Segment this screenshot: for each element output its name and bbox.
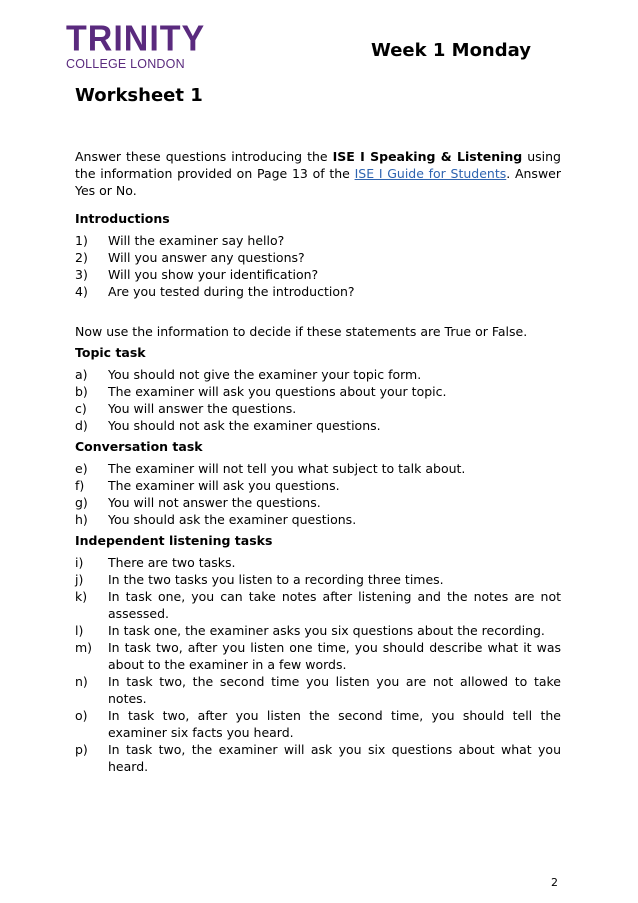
list-item	[75, 232, 561, 249]
topic-heading: Topic task	[75, 345, 146, 360]
list-item	[75, 366, 561, 383]
item-text: You will not answer the questions.	[108, 495, 321, 510]
list-item	[75, 494, 561, 511]
listening-list	[75, 554, 561, 775]
intro-paragraph	[75, 148, 561, 199]
intro-text-3: . Answer Yes or No.	[75, 166, 561, 198]
item-label: f)	[75, 478, 85, 493]
item-label: 1)	[75, 233, 88, 248]
item-text: The examiner will ask you questions about your topic.	[108, 384, 447, 399]
intro-text-2: using the information provided on Page 13 of the	[75, 149, 561, 181]
list-item	[75, 554, 561, 571]
item-text: In task one, the examiner asks you six questions about the recording.	[108, 623, 545, 638]
item-label: 3)	[75, 267, 88, 282]
page-number: 2	[551, 876, 558, 889]
list-item	[75, 266, 561, 283]
item-label: n)	[75, 674, 88, 689]
item-text: In task two, the second time you listen you are not allowed to take notes.	[108, 674, 561, 706]
intro-text-1: Answer these questions introducing the	[75, 149, 333, 164]
list-item	[75, 673, 561, 707]
list-item	[75, 639, 561, 673]
item-label: g)	[75, 495, 88, 510]
introductions-heading: Introductions	[75, 211, 170, 226]
item-label: 4)	[75, 284, 88, 299]
item-text: The examiner will not tell you what subject to talk about.	[108, 461, 466, 476]
list-item	[75, 741, 561, 775]
list-item	[75, 571, 561, 588]
list-item	[75, 283, 561, 300]
item-text: Will the examiner say hello?	[108, 233, 285, 248]
item-text: There are two tasks.	[108, 555, 236, 570]
item-text: In task one, you can take notes after listening and the notes are not assessed.	[108, 589, 561, 621]
topic-list	[75, 366, 561, 434]
worksheet-title: Worksheet 1	[75, 85, 203, 106]
week-heading: Week 1 Monday	[371, 40, 531, 61]
item-text: You will answer the questions.	[108, 401, 297, 416]
list-item	[75, 622, 561, 639]
list-item	[75, 383, 561, 400]
conversation-list	[75, 460, 561, 528]
item-text: You should ask the examiner questions.	[108, 512, 357, 527]
list-item	[75, 400, 561, 417]
item-label: p)	[75, 742, 88, 757]
list-item	[75, 417, 561, 434]
logo-subtitle: COLLEGE LONDON	[66, 57, 185, 71]
item-label: j)	[75, 572, 84, 587]
item-label: e)	[75, 461, 88, 476]
item-label: d)	[75, 418, 88, 433]
item-label: l)	[75, 623, 84, 638]
guide-link[interactable]: ISE I Guide for Students	[354, 166, 507, 181]
item-label: 2)	[75, 250, 88, 265]
item-text: In task two, after you listen one time, you should describe what it was about to the examiner in a few words.	[108, 640, 561, 672]
item-label: b)	[75, 384, 88, 399]
item-text: Will you show your identification?	[108, 267, 319, 282]
worksheet-body	[75, 148, 561, 775]
item-text: Are you tested during the introduction?	[108, 284, 355, 299]
listening-heading: Independent listening tasks	[75, 533, 273, 548]
introductions-list	[75, 232, 561, 300]
trinity-logo	[66, 19, 206, 71]
item-label: h)	[75, 512, 88, 527]
intro-bold: ISE I Speaking & Listening	[332, 149, 523, 164]
list-item	[75, 477, 561, 494]
logo-wordmark: TRINITY	[66, 19, 206, 59]
list-item	[75, 511, 561, 528]
list-item	[75, 707, 561, 741]
item-label: a)	[75, 367, 88, 382]
item-text: The examiner will ask you questions.	[108, 478, 340, 493]
item-text: You should not ask the examiner questions.	[108, 418, 381, 433]
item-text: You should not give the examiner your topic form.	[108, 367, 422, 382]
conversation-heading: Conversation task	[75, 439, 203, 454]
item-label: k)	[75, 589, 88, 604]
item-label: m)	[75, 640, 93, 655]
item-text: In task two, the examiner will ask you six questions about what you heard.	[108, 742, 561, 774]
item-text: Will you answer any questions?	[108, 250, 305, 265]
list-item	[75, 588, 561, 622]
list-item	[75, 249, 561, 266]
item-label: c)	[75, 401, 87, 416]
item-label: o)	[75, 708, 88, 723]
item-label: i)	[75, 555, 84, 570]
item-text: In the two tasks you listen to a recording three times.	[108, 572, 444, 587]
list-item	[75, 460, 561, 477]
instruction-text: Now use the information to decide if these statements are True or False.	[75, 324, 528, 339]
item-text: In task two, after you listen the second time, you should tell the examiner six facts you heard.	[108, 708, 561, 740]
